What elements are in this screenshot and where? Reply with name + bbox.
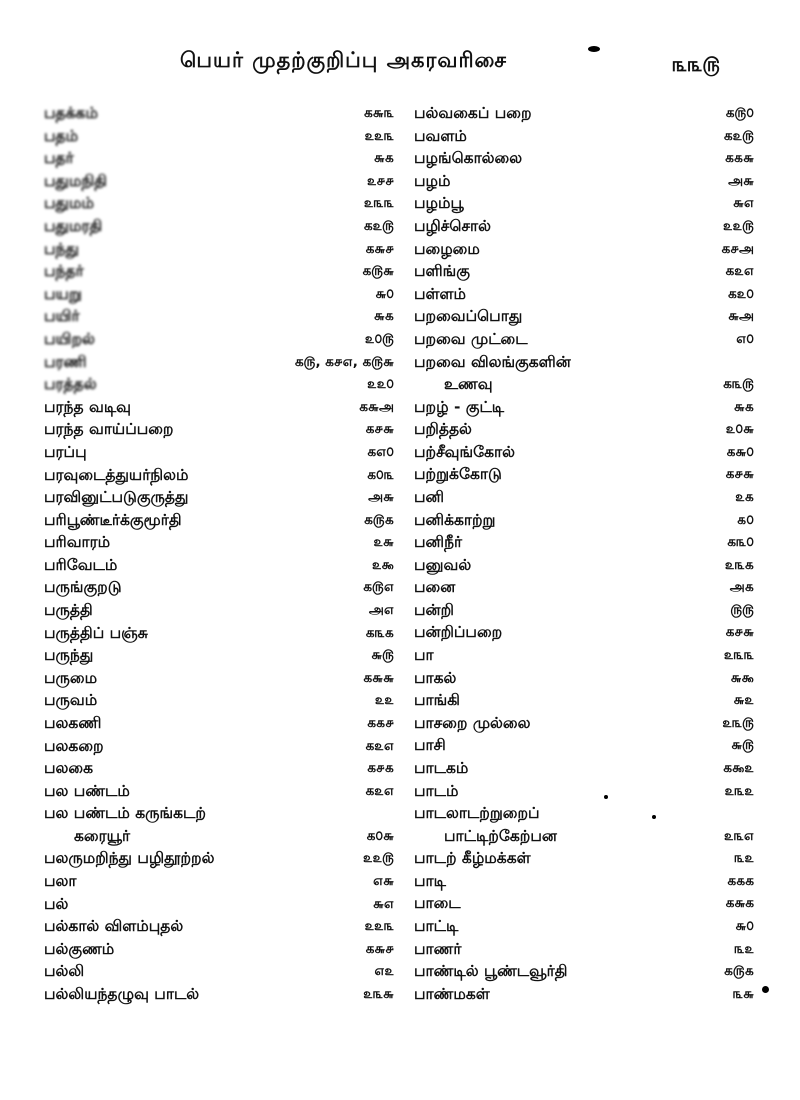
entry-word: பாடலாடற்றுறைப் — [414, 804, 540, 823]
entry-page-ref: க௬௩ — [364, 105, 394, 121]
entry-page-ref: ௩௨ — [734, 850, 754, 867]
index-entry — [414, 147, 754, 170]
entry-word: பன்றி — [414, 600, 454, 619]
entry-word: பல் — [44, 894, 69, 913]
entry-word: பலகறை — [44, 736, 104, 755]
index-entry — [44, 554, 394, 577]
entry-page-ref: ௬௫ — [731, 737, 754, 754]
entry-page-ref: க௩௫ — [723, 376, 754, 393]
index-entry — [44, 599, 394, 622]
entry-word: பழங்கொல்லை — [414, 149, 523, 168]
index-entry — [414, 396, 754, 419]
entry-word: பதுமநிதி — [44, 171, 107, 190]
left-column — [44, 102, 394, 1006]
page-title: பெயர் முதற்குறிப்பு அகரவரிசை — [180, 48, 508, 72]
index-entry — [414, 870, 754, 893]
entry-word: பல்வகைப் பறை — [414, 104, 532, 122]
entry-page-ref: க௪௧ — [367, 760, 394, 777]
entry-page-ref: அ௬ — [368, 489, 394, 506]
entry-page-ref: க௧௪ — [367, 715, 394, 732]
index-entry — [414, 780, 754, 803]
index-entry — [414, 170, 754, 193]
index-entry — [44, 260, 394, 283]
entry-page-ref: ௬அ — [728, 308, 754, 325]
index-entry — [44, 622, 394, 645]
entry-page-ref: ௨௩௩ — [363, 195, 394, 212]
entry-word: பரவுடைத்துயர்நிலம் — [44, 465, 189, 484]
entry-word: பழம் — [414, 171, 451, 190]
index-entry — [414, 531, 754, 554]
index-entry — [44, 893, 394, 916]
index-entry — [44, 147, 394, 170]
index-entry — [414, 328, 754, 351]
entry-word: பரிவேடம் — [44, 555, 118, 574]
entry-word: பா — [414, 646, 434, 665]
entry-word: பலகணி — [44, 714, 102, 733]
entry-page-ref: ௬௧ — [373, 150, 394, 167]
index-entry — [414, 486, 754, 509]
entry-page-ref: அ௧ — [729, 579, 754, 596]
index-entry — [414, 847, 754, 870]
entry-word: பனி — [414, 487, 445, 506]
index-entry — [414, 892, 754, 915]
entry-page-ref: க௦௬ — [366, 828, 394, 844]
entry-word: பருந்து — [44, 646, 94, 665]
index-entry — [44, 531, 394, 554]
entry-word-continued: உணவு — [444, 375, 493, 394]
index-entry — [414, 260, 754, 283]
index-entry — [414, 305, 754, 328]
index-entry — [414, 215, 754, 238]
entry-page-ref: க௬அ — [359, 398, 394, 415]
index-entry — [414, 938, 754, 961]
entry-word: பரந்த வடிவு — [44, 397, 131, 416]
index-entry — [44, 125, 394, 148]
entry-word: பரிபூண்டீர்க்குமூர்தி — [44, 510, 182, 529]
entry-page-ref: க௫௭ — [363, 579, 394, 596]
index-entry — [414, 983, 754, 1006]
ink-blot — [762, 986, 769, 993]
entry-page-ref: ௬௭ — [372, 895, 394, 912]
entry-page-ref: க௦௩ — [367, 466, 394, 483]
entry-page-ref: ௬௧ — [733, 398, 754, 415]
entry-page-ref: ௭௬ — [372, 873, 394, 889]
entry-page-ref: ௨௯ — [371, 556, 394, 573]
index-entry — [414, 644, 754, 667]
entry-word: பதுமரதி — [44, 216, 103, 235]
entry-page-ref: க௪௬ — [365, 421, 394, 438]
index-entry — [414, 554, 754, 577]
index-entry — [44, 305, 394, 328]
index-entry — [44, 283, 394, 306]
entry-word: பல்கால் விளம்புதல் — [44, 917, 184, 936]
entry-page-ref: ௬௧ — [373, 308, 394, 325]
entry-word: பாடம் — [414, 781, 459, 800]
index-entry — [414, 238, 754, 261]
entry-page-ref: ௬௫ — [371, 647, 394, 664]
index-entry — [414, 418, 754, 441]
entry-word: பல பண்டம் — [44, 781, 130, 800]
entry-word: பாண்மகள் — [414, 984, 490, 1003]
entry-page-ref: ௬௦ — [375, 285, 394, 302]
index-entry — [44, 215, 394, 238]
entry-word: பாசி — [414, 736, 446, 755]
entry-word: பல்லியந்தழுவு பாடல் — [44, 984, 200, 1003]
index-entry — [414, 351, 754, 396]
entry-word: பலகை — [44, 759, 93, 778]
entry-word: பவளம் — [414, 126, 467, 145]
index-entry — [44, 464, 394, 487]
page-number: ௩௩௫ — [672, 52, 720, 76]
entry-page-ref: ௨௬ — [373, 534, 394, 551]
entry-word: பறழ் - குட்டி — [414, 397, 505, 416]
index-entry — [414, 689, 754, 712]
entry-page-ref: க௬௪ — [365, 940, 394, 957]
index-entry — [414, 667, 754, 690]
index-entry — [44, 644, 394, 667]
entry-word: பரத்தல் — [44, 375, 97, 394]
entry-page-ref: க௨௦ — [728, 285, 754, 302]
entry-word: பளிங்கு — [414, 262, 470, 281]
entry-page-ref: ௫௫ — [730, 601, 754, 618]
entry-word: பாகல் — [414, 668, 457, 687]
index-entry — [44, 735, 394, 758]
entry-word: பாண்டில் பூண்டவூர்தி — [414, 962, 568, 981]
entry-page-ref: க௨௫ — [723, 127, 754, 144]
entry-word: பருங்குறடு — [44, 578, 122, 597]
entry-word: பயறு — [44, 284, 82, 303]
entry-page-ref: ௨௩௧ — [724, 556, 754, 573]
entry-page-ref: ௬௯ — [730, 669, 754, 686]
entry-page-ref: ௩௬ — [732, 985, 754, 1002]
entry-page-ref: க௫௧ — [724, 963, 754, 980]
entry-word: பதக்கம் — [44, 104, 98, 122]
entry-page-ref: க௯௨ — [723, 760, 754, 777]
entry-page-ref: க௨௫ — [363, 217, 394, 234]
entry-page-ref: ௬௦ — [735, 918, 754, 934]
entry-word: பற்சீவுங்கோல் — [414, 442, 515, 461]
entry-page-ref: க௩௦ — [727, 534, 754, 551]
index-entry — [44, 441, 394, 464]
page-header — [0, 48, 800, 88]
index-entry — [414, 621, 754, 644]
entry-page-ref: க௫௧ — [364, 511, 394, 528]
entry-page-ref: ௨௨௩ — [364, 918, 394, 935]
index-entry — [44, 847, 394, 870]
index-entry — [44, 960, 394, 983]
index-entry — [414, 599, 754, 622]
entry-page-ref: ௭௦ — [736, 330, 754, 347]
entry-page-ref: ௨௧ — [735, 488, 754, 505]
entry-page-ref: அ௭ — [368, 602, 394, 619]
entry-word: பருத்தி — [44, 601, 93, 620]
index-entry — [44, 576, 394, 599]
index-entry — [44, 689, 394, 712]
index-entry — [414, 102, 754, 125]
entry-page-ref: க௪௬ — [725, 466, 754, 483]
entry-word: பருத்திப் பஞ்சு — [44, 623, 148, 642]
index-entry — [414, 576, 754, 599]
index-entry — [44, 915, 394, 938]
entry-word: பல பண்டம் கருங்கடற் — [44, 804, 206, 823]
entry-word: பரணி — [44, 352, 87, 371]
entry-word: பனுவல் — [414, 555, 472, 574]
index-entry — [44, 757, 394, 780]
entry-word: பருமை — [44, 668, 98, 687]
entry-page-ref: க௪அ — [721, 240, 754, 257]
entry-page-ref: ௨௩௫ — [722, 714, 754, 731]
entry-page-ref: ௨௨ — [374, 692, 394, 709]
entry-page-ref: அ௬ — [728, 172, 754, 189]
index-entry — [44, 780, 394, 803]
entry-page-ref: க௫௦ — [725, 105, 754, 121]
index-entry — [44, 238, 394, 261]
entry-word: பலா — [44, 872, 77, 890]
entry-word: பல்குணம் — [44, 939, 115, 958]
entry-word: பாடற் கீழ்மக்கள் — [414, 849, 531, 868]
index-entry — [414, 463, 754, 486]
entry-page-ref: க௨௭ — [365, 737, 394, 754]
entry-word: பதம் — [44, 126, 79, 145]
index-entry — [44, 509, 394, 532]
index-entry — [44, 712, 394, 735]
entry-word: பன்றிப்பறை — [414, 623, 503, 642]
entry-page-ref: ௬௨ — [733, 692, 754, 709]
entry-word: பாணர் — [414, 939, 462, 958]
entry-word: பாடகம் — [414, 759, 469, 778]
index-entry — [44, 170, 394, 193]
index-entry — [414, 441, 754, 464]
entry-page-ref: க௪௬ — [725, 624, 754, 641]
entry-word: பாசறை முல்லை — [414, 713, 531, 732]
entry-page-ref: க௬௪ — [365, 240, 394, 257]
index-entry — [44, 373, 394, 396]
entry-page-ref: க௬௦ — [726, 443, 754, 460]
index-entry — [414, 283, 754, 306]
index-entry — [414, 802, 754, 847]
entry-page-ref: ௨௩௨ — [724, 782, 754, 799]
entry-page-ref: க௭௦ — [367, 443, 394, 460]
entry-word: பரப்பு — [44, 442, 87, 461]
index-entry — [44, 667, 394, 690]
entry-page-ref: ௨௨௦ — [367, 376, 394, 393]
entry-word: பழிச்சொல் — [414, 216, 491, 235]
entry-page-ref: ௧௦ — [737, 511, 754, 528]
entry-page-ref: க௩௧ — [365, 624, 394, 641]
entry-word-continued: பாட்டிற்கேற்பன — [444, 826, 557, 845]
index-entry — [44, 486, 394, 509]
entry-word: பதர் — [44, 149, 74, 168]
entry-word: பாங்கி — [414, 691, 460, 710]
entry-page-ref: ௨௨௩ — [364, 127, 394, 144]
index-entry — [44, 328, 394, 351]
index-entry — [414, 192, 754, 215]
entry-word: பயிறல் — [44, 329, 95, 348]
index-entry — [44, 418, 394, 441]
entry-word: பருவம் — [44, 691, 98, 710]
index-entry — [44, 351, 394, 374]
entry-word: பந்து — [44, 239, 79, 258]
index-entry — [44, 102, 394, 125]
entry-page-ref: ௨௩௬ — [363, 985, 394, 1002]
entry-word: பலருமறிந்து பழிதூற்றல் — [44, 849, 215, 868]
index-entry — [414, 734, 754, 757]
entry-page-ref: ௨௦௬ — [725, 421, 754, 438]
entry-word: பறவை விலங்குகளின் — [414, 352, 571, 371]
index-entry — [414, 915, 754, 938]
entry-page-ref: க௧௬ — [725, 150, 754, 167]
entry-page-ref: ௨௨௫ — [363, 850, 394, 867]
entry-word: பரிவாரம் — [44, 533, 111, 552]
entry-word: பல்லி — [44, 962, 85, 981]
entry-word: பனை — [414, 578, 456, 597]
entry-word-continued: கரையூர் — [74, 827, 131, 845]
entry-word: பனிநீர் — [414, 533, 463, 552]
entry-page-ref: ௬௭ — [732, 195, 754, 212]
entry-page-ref: ௭௨ — [374, 963, 394, 980]
entry-page-ref: க௨௭ — [365, 782, 394, 799]
entry-word: பாட்டி — [414, 917, 459, 935]
entry-word: பந்தர் — [44, 262, 84, 281]
index-entry — [414, 712, 754, 735]
index-entry — [44, 802, 394, 847]
index-entry — [414, 509, 754, 532]
index-entry — [44, 396, 394, 419]
index-entry — [44, 870, 394, 893]
entry-word: பள்ளம் — [414, 284, 466, 303]
entry-word: பாடை — [414, 894, 461, 913]
index-entry — [414, 757, 754, 780]
entry-word: பறவை முட்டை — [414, 329, 528, 348]
entry-page-ref: க௫௬ — [362, 263, 394, 280]
entry-page-ref: க௫, க௪௭, க௫௬ — [294, 353, 394, 370]
entry-word: பழைமை — [414, 239, 480, 258]
index-entry — [414, 960, 754, 983]
entry-page-ref: ௨௪௪ — [366, 172, 394, 189]
entry-word: பதுமம் — [44, 194, 94, 213]
entry-word: பறித்தல் — [414, 420, 472, 439]
entry-word: பற்றுக்கோடு — [414, 465, 502, 484]
index-entry — [414, 125, 754, 148]
entry-page-ref: க௬க — [725, 895, 754, 912]
index-entry — [44, 983, 394, 1006]
entry-word: பாடி — [414, 871, 446, 890]
entry-word: பரவினுட்படுகுருத்து — [44, 488, 189, 507]
entry-page-ref: க௨௭ — [725, 263, 754, 280]
right-column — [414, 102, 754, 1005]
entry-word: பனிக்காற்று — [414, 510, 496, 529]
entry-word: பரந்த வாய்ப்பறை — [44, 420, 174, 439]
entry-word: பயிர் — [44, 307, 80, 326]
entry-page-ref: க௧க — [727, 872, 754, 889]
ink-blot — [588, 46, 600, 52]
entry-page-ref: ௨௩௩ — [723, 647, 754, 664]
entry-page-ref: ௩௨ — [734, 940, 754, 957]
entry-word: பழம்பூ — [414, 194, 464, 213]
entry-page-ref: ௨௩௭ — [724, 827, 754, 844]
entry-page-ref: க௬௬ — [363, 669, 394, 686]
entry-word: பறவைப்பொது — [414, 307, 523, 326]
entry-page-ref: ௨௦௫ — [364, 330, 394, 347]
entry-page-ref: ௨௨௫ — [723, 217, 754, 234]
index-entry — [44, 192, 394, 215]
index-entry — [44, 938, 394, 961]
